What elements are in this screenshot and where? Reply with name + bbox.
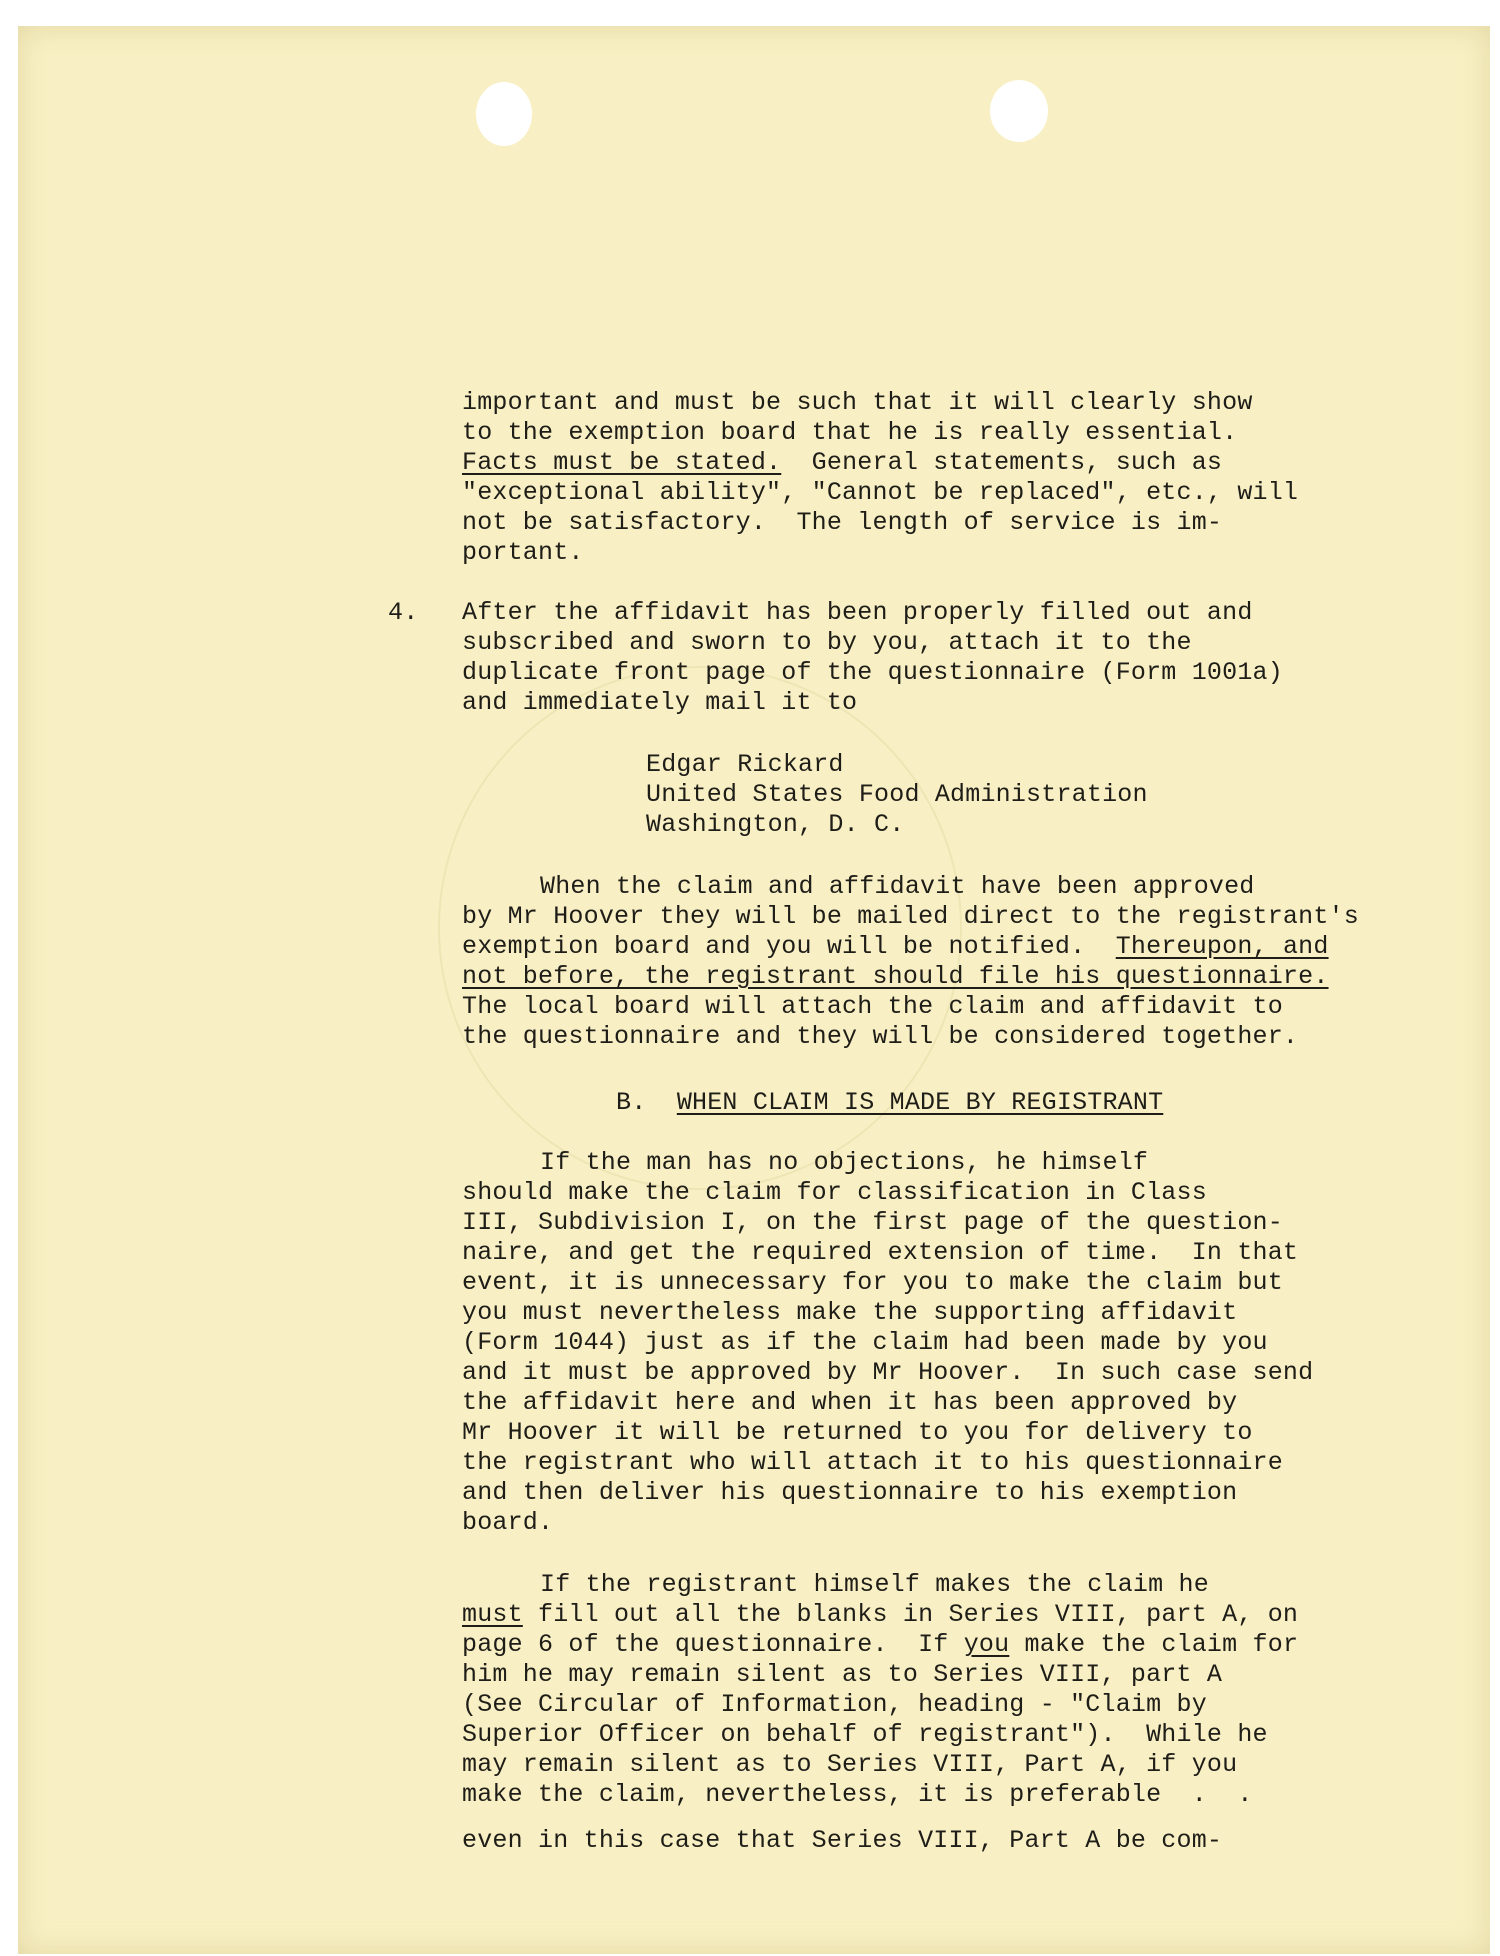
text-line: Mr Hoover it will be returned to you for delivery to — [462, 1418, 1253, 1447]
text-line: to the exemption board that he is really essential. — [462, 418, 1238, 447]
text-span: page 6 of the questionnaire. If — [462, 1630, 964, 1659]
text-line: portant. — [462, 538, 584, 567]
underlined-text: Facts must be stated. — [462, 448, 782, 477]
text-line: and it must be approved by Mr Hoover. In such case send — [462, 1358, 1314, 1387]
text-line: the registrant who will attach it to his questionnaire — [462, 1448, 1283, 1477]
section-title: WHEN CLAIM IS MADE BY REGISTRANT — [676, 1088, 1164, 1117]
text-line: and then deliver his questionnaire to his exemption — [462, 1478, 1238, 1507]
text-line: make the claim, nevertheless, it is preferable . . — [462, 1780, 1253, 1809]
text-line: If the man has no objections, he himself — [540, 1148, 1149, 1177]
text-line: If the registrant himself makes the claim he — [540, 1570, 1209, 1599]
text-line — [462, 932, 1329, 962]
text-line: should make the claim for classification in Class — [462, 1178, 1207, 1207]
text-line: After the affidavit has been properly filled out and — [462, 598, 1253, 627]
text-line — [462, 448, 1222, 478]
text-span: make the claim for — [1009, 1630, 1299, 1659]
text-line: not be satisfactory. The length of service is im- — [462, 508, 1223, 537]
text-line: you must nevertheless make the supporting affidavit — [462, 1298, 1238, 1327]
text-span: General statements, such as — [811, 448, 1223, 477]
text-line: event, it is unnecessary for you to make the claim but — [462, 1268, 1283, 1297]
text-line: The local board will attach the claim and affidavit to — [462, 992, 1283, 1021]
text-span: fill out all the blanks in Series VIII, part A, on — [522, 1600, 1299, 1629]
text-line: When the claim and affidavit have been approved — [540, 872, 1255, 901]
text-line: him he may remain silent as to Series VIII, part A — [462, 1660, 1223, 1689]
text-line: duplicate front page of the questionnaire (Form 1001a) — [462, 658, 1283, 687]
text-line: important and must be such that it will clearly show — [462, 388, 1253, 417]
text-line: and immediately mail it to — [462, 688, 858, 717]
section-heading — [616, 1088, 1163, 1118]
text-line: even in this case that Series VIII, Part A be com- — [462, 1826, 1223, 1855]
text-line: (See Circular of Information, heading - "Claim by — [462, 1690, 1207, 1719]
text-line — [462, 1600, 1298, 1630]
text-line: subscribed and sworn to by you, attach it to the — [462, 628, 1192, 657]
text-line: "exceptional ability", "Cannot be replaced", etc., will — [462, 478, 1299, 507]
address-line: United States Food Administration — [646, 780, 1148, 809]
text-line: (Form 1044) just as if the claim had been made by you — [462, 1328, 1268, 1357]
section-letter: B. — [616, 1088, 647, 1117]
text-line: the affidavit here and when it has been approved by — [462, 1388, 1238, 1417]
text-line: naire, and get the required extension of time. In that — [462, 1238, 1299, 1267]
underlined-text: not before, the registrant should file his questionnaire. — [462, 962, 1329, 991]
punch-hole-left — [476, 82, 532, 146]
address-line: Edgar Rickard — [646, 750, 844, 779]
text-line — [462, 1630, 1298, 1660]
underlined-text: Thereupon, and — [1115, 932, 1329, 961]
text-span: exemption board and you will be notified. — [462, 932, 1086, 961]
text-line: may remain silent as to Series VIII, Part A, if you — [462, 1750, 1238, 1779]
item-number: 4. — [388, 598, 419, 627]
text-line: III, Subdivision I, on the first page of the question- — [462, 1208, 1283, 1237]
text-line: board. — [462, 1508, 554, 1537]
text-line: the questionnaire and they will be considered together. — [462, 1022, 1299, 1051]
address-line: Washington, D. C. — [646, 810, 905, 839]
punch-hole-right — [990, 80, 1048, 142]
underlined-text: you — [963, 1630, 1010, 1659]
underlined-text: must — [462, 1600, 523, 1629]
text-line: by Mr Hoover they will be mailed direct to the registrant's — [462, 902, 1359, 931]
text-line — [462, 962, 1329, 992]
text-line: Superior Officer on behalf of registrant"). While he — [462, 1720, 1268, 1749]
